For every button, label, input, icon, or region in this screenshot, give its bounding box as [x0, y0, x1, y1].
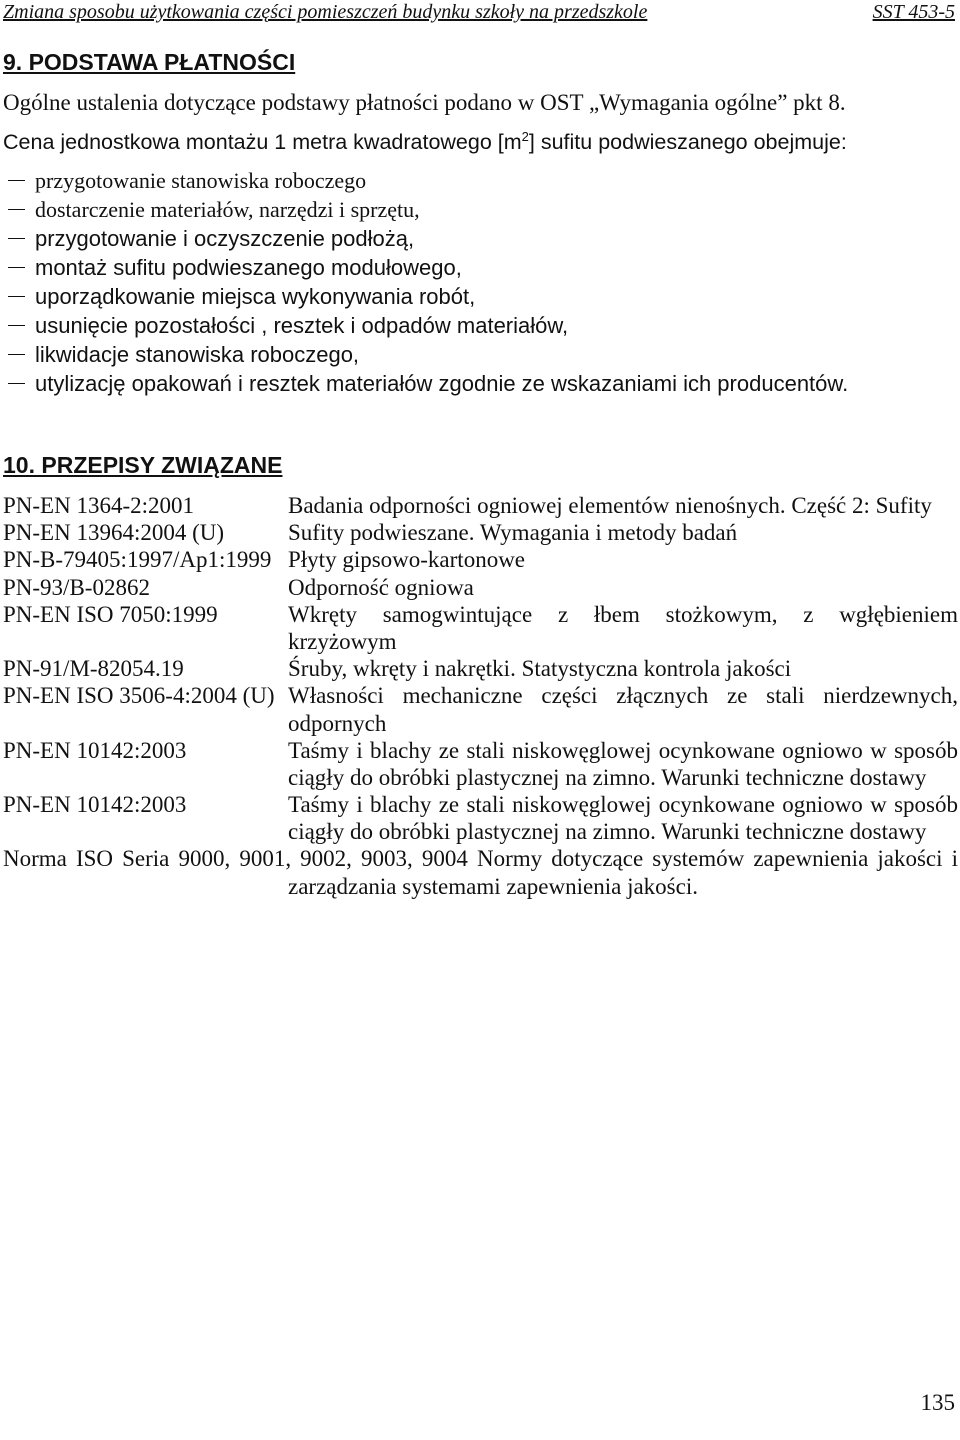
- standard-description-line: Taśmy i blachy ze stali niskowęglowej ocynkowane ogniowo w sposób: [288, 792, 958, 818]
- standard-row: [0, 574, 960, 601]
- running-header-title: Zmiana sposobu użytkowania części pomieszczeń budynku szkoły na przedszkole: [3, 1, 648, 23]
- standard-description-line: odpornych: [288, 710, 387, 736]
- standard-description: [288, 655, 958, 682]
- dash-list: [0, 166, 960, 398]
- standard-description-line: Taśmy i blachy ze stali niskowęglowej ocynkowane ogniowo w sposób: [288, 737, 958, 763]
- standard-code: Norma ISO Seria 9000, 9001, 9002, 9003, 9004: [3, 846, 468, 872]
- list-item: [0, 311, 960, 340]
- standards-table: [0, 492, 960, 900]
- section-heading: 9. PODSTAWA PŁATNOŚCI: [3, 49, 296, 75]
- standard-row: [0, 737, 960, 791]
- standard-description-line: Wkręty samogwintujące z łbem stożkowym, z wgłębieniem: [288, 601, 958, 627]
- dash-bullet: [8, 325, 25, 326]
- standard-description: [288, 492, 958, 519]
- standard-description-line: Własności mechaniczne części złącznych ze stali nierdzewnych,: [288, 683, 958, 709]
- standard-row: [0, 492, 960, 519]
- standard-description-line: Płyty gipsowo-kartonowe: [288, 547, 526, 573]
- standard-description-line: Śruby, wkręty i nakrętki. Statystyczna kontrola jakości: [288, 656, 792, 682]
- section-heading: 10. PRZEPISY ZWIĄZANE: [3, 452, 283, 478]
- dash-bullet: [8, 209, 25, 210]
- standard-row: [0, 655, 960, 682]
- standard-code: PN-EN 13964:2004 (U): [3, 520, 225, 546]
- standard-row: [0, 601, 960, 655]
- list-item-text: usunięcie pozostałości , resztek i odpadów materiałów,: [35, 313, 569, 338]
- list-item: [0, 224, 960, 253]
- list-item-text: uporządkowanie miejsca wykonywania robót,: [35, 284, 476, 309]
- price-text: ] sufitu podwieszanego obejmuje:: [528, 130, 847, 154]
- dash-bullet: [8, 238, 25, 239]
- standard-code: PN-EN ISO 7050:1999: [3, 601, 218, 627]
- standard-row: [0, 845, 960, 899]
- standard-code: PN-B-79405:1997/Ap1:1999: [3, 547, 272, 573]
- dash-bullet: [8, 383, 25, 384]
- standard-description: [288, 601, 958, 655]
- standard-description-line: Odporność ogniowa: [288, 574, 474, 600]
- standard-description-line: Badania odporności ogniowej elementów nienośnych. Część 2: Sufity: [288, 493, 932, 518]
- standard-code: PN-EN 10142:2003: [3, 737, 187, 763]
- list-item-text: montaż sufitu podwieszanego modułowego,: [35, 255, 462, 280]
- running-header-code: SST 453-5: [872, 1, 955, 23]
- standard-description: [288, 574, 958, 601]
- standard-description: [288, 791, 958, 845]
- dash-bullet: [8, 180, 25, 181]
- standard-code: PN-91/M-82054.19: [3, 656, 184, 682]
- dash-bullet: [8, 296, 25, 297]
- superscript: 2: [521, 129, 529, 144]
- price-paragraph: [3, 129, 847, 158]
- standard-code: PN-EN 10142:2003: [3, 792, 187, 818]
- list-item-text: przygotowanie stanowiska roboczego: [35, 168, 367, 193]
- standard-code: PN-93/B-02862: [3, 574, 150, 600]
- list-item: [0, 369, 960, 398]
- price-text: Cena jednostkowa montażu 1 metra kwadratowego [m: [3, 130, 522, 154]
- list-item: [0, 253, 960, 282]
- list-item: [0, 340, 960, 369]
- list-item: [0, 282, 960, 311]
- list-item-text: dostarczenie materiałów, narzędzi i sprzętu,: [35, 197, 420, 222]
- standard-description: [288, 873, 958, 900]
- page-number: 135: [920, 1390, 955, 1415]
- standard-description: [288, 546, 958, 573]
- list-item: [0, 195, 960, 224]
- standard-description-line: Sufity podwieszane. Wymagania i metody badań: [288, 520, 738, 546]
- list-item-text: utylizację opakowań i resztek materiałów zgodnie ze wskazaniami ich producentów.: [35, 371, 849, 396]
- standard-code: PN-EN 1364-2:2001: [3, 493, 195, 518]
- list-item-text: przygotowanie i oczyszczenie podłożą,: [35, 226, 415, 251]
- list-item-text: likwidacje stanowiska roboczego,: [35, 342, 360, 367]
- standard-first-line: [3, 845, 958, 872]
- dash-bullet: [8, 354, 25, 355]
- standard-row: [0, 546, 960, 573]
- standard-description-line: ciągły do obróbki plastycznej na zimno. Warunki techniczne dostawy: [288, 819, 927, 845]
- standard-description-line: Normy dotyczące systemów zapewnienia jakości i: [476, 846, 959, 872]
- list-item: [0, 166, 960, 195]
- standard-row: [0, 519, 960, 546]
- standard-description: [288, 682, 958, 736]
- standard-row: [0, 791, 960, 845]
- standard-description: [288, 519, 958, 546]
- standard-code: PN-EN ISO 3506-4:2004 (U): [3, 683, 275, 709]
- standard-description-line: krzyżowym: [288, 628, 397, 654]
- standard-row: [0, 682, 960, 736]
- standard-description-line: ciągły do obróbki plastycznej na zimno. Warunki techniczne dostawy: [288, 764, 927, 790]
- standard-description-line: zarządzania systemami zapewnienia jakości.: [288, 873, 698, 899]
- paragraph: Ogólne ustalenia dotyczące podstawy płatności podano w OST „Wymagania ogólne” pkt 8.: [3, 90, 846, 115]
- dash-bullet: [8, 267, 25, 268]
- standard-description: [288, 737, 958, 791]
